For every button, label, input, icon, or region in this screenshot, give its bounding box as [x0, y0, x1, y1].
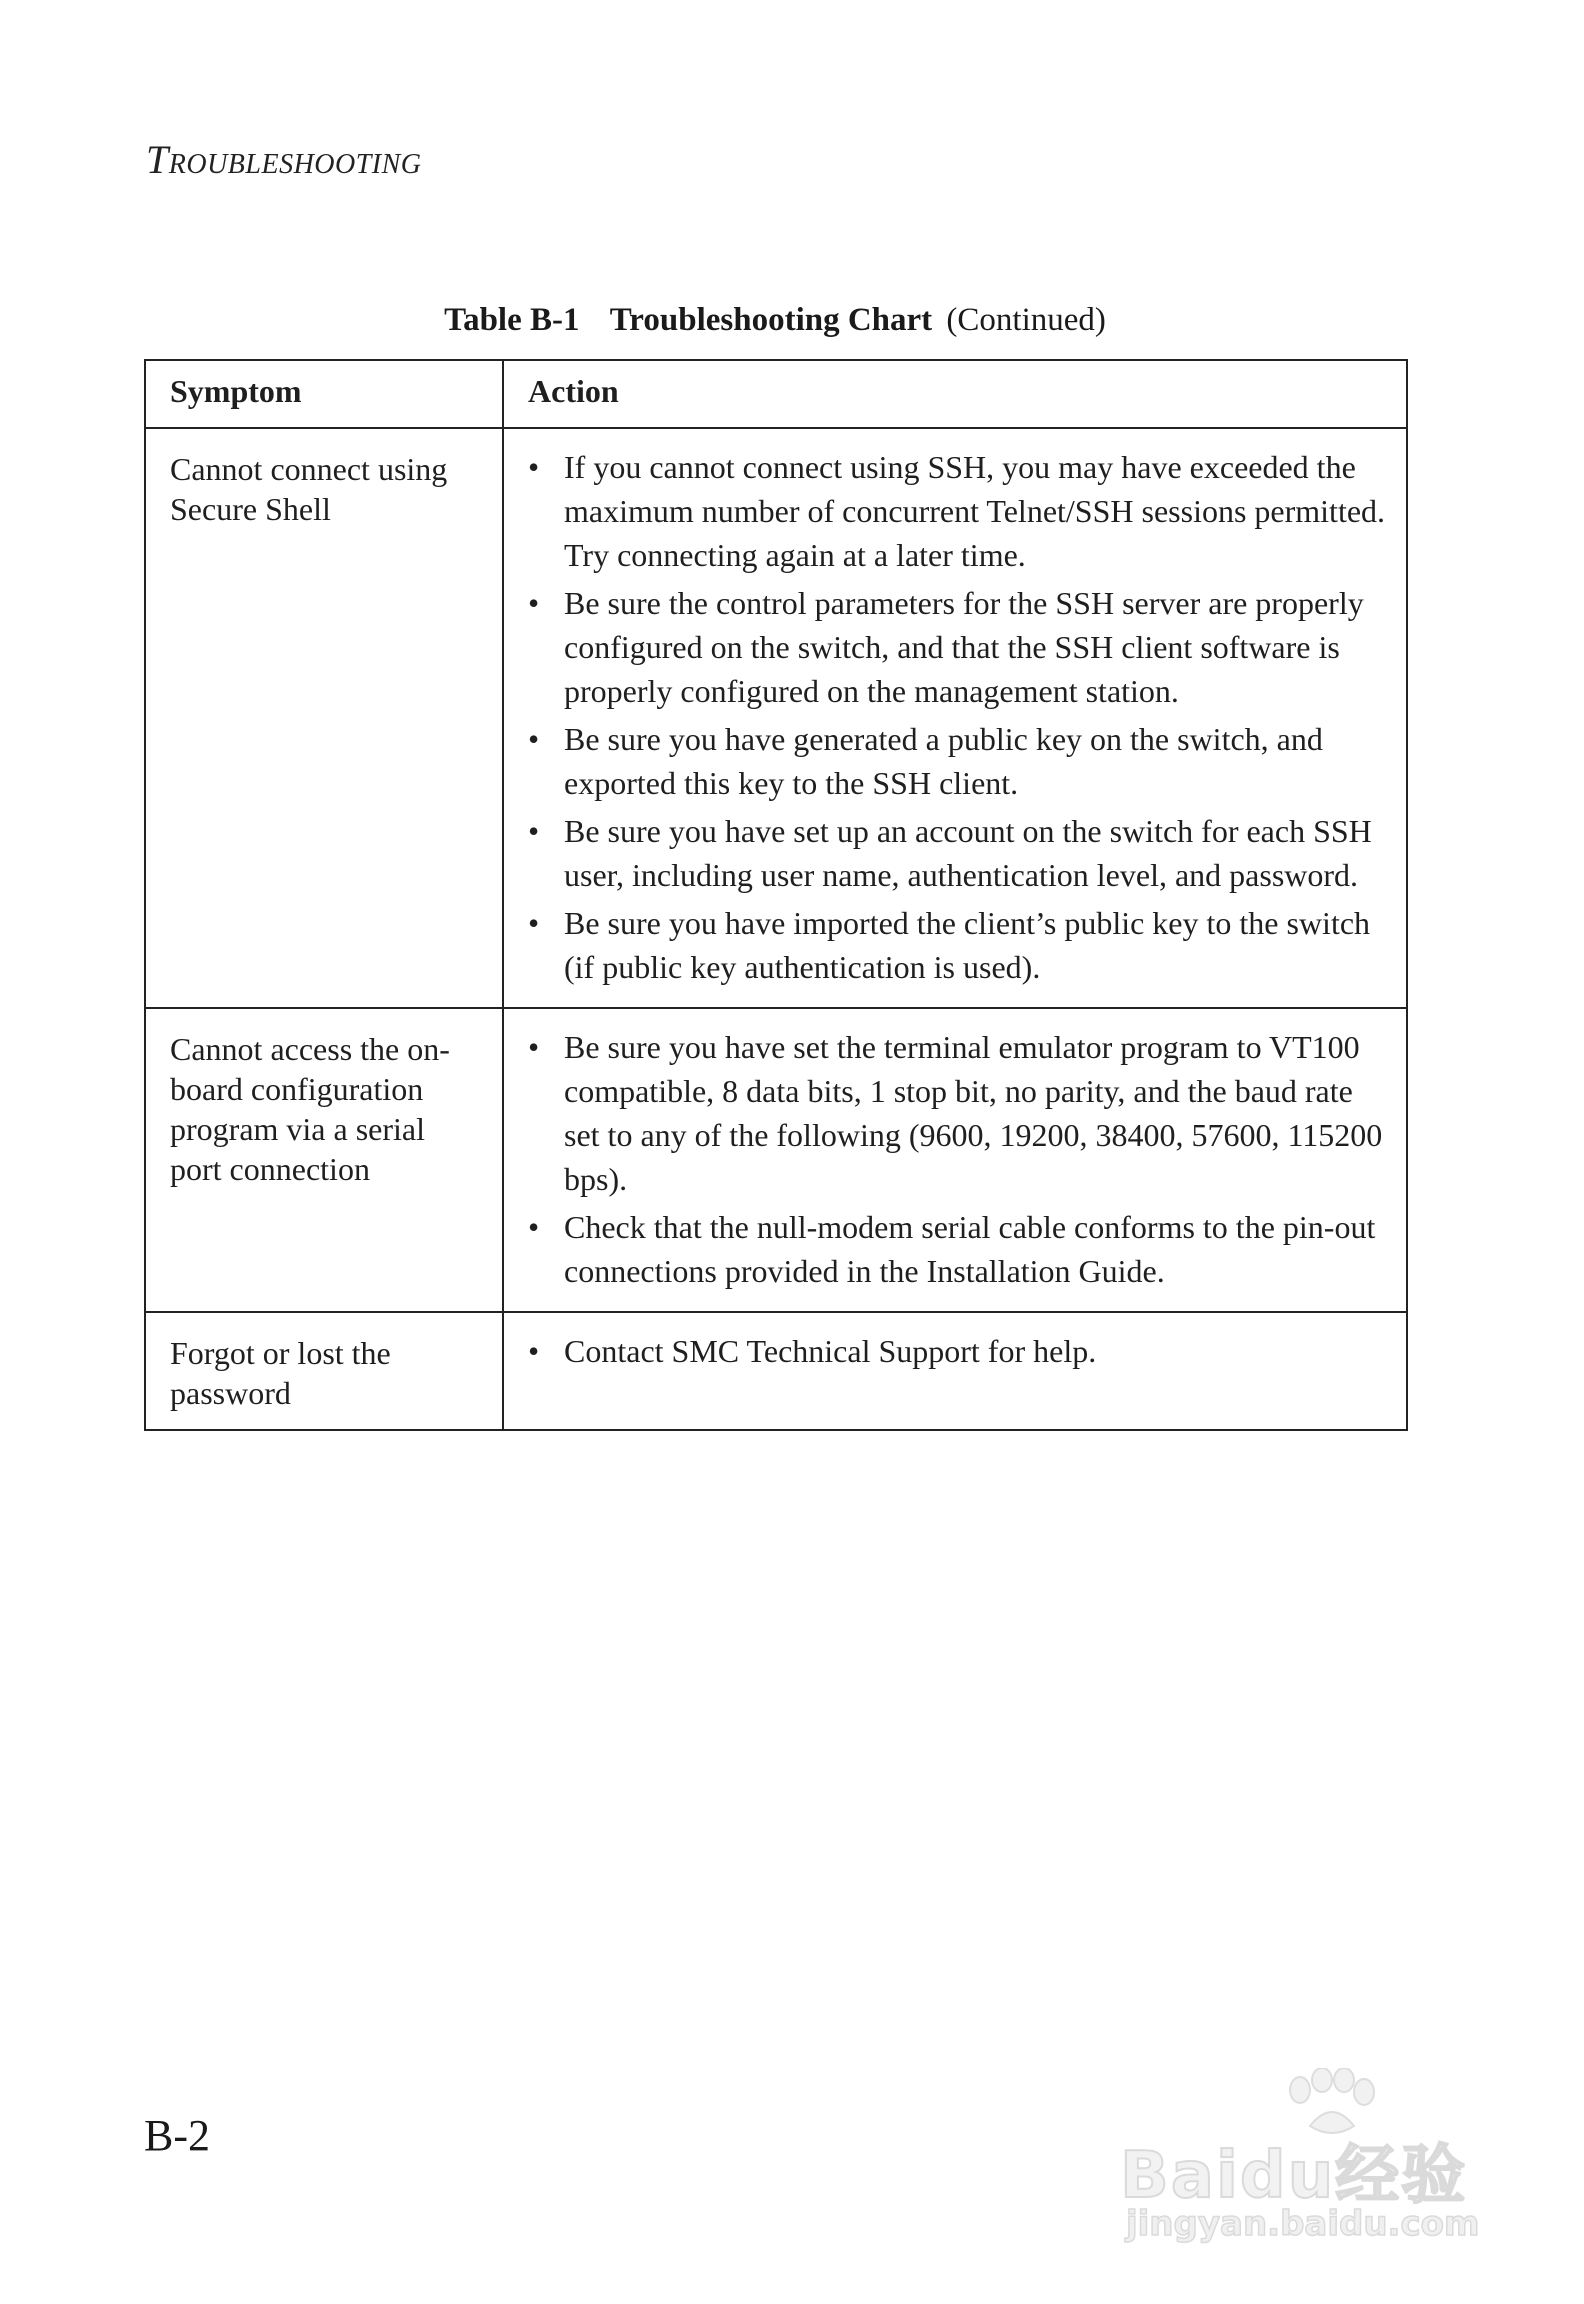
action-item: [528, 809, 1386, 897]
header-symptom: Symptom: [145, 360, 503, 428]
action-cell: [503, 428, 1407, 1008]
action-text: If you cannot connect using SSH, you may have exceeded the maximum number of concurrent Telnet/SSH sessions permitted. Try connecting again at a later time.: [564, 449, 1386, 573]
symptom-cell: Cannot access the on-board configuration program via a serial port connection: [145, 1008, 503, 1312]
bullet-icon: •: [528, 1209, 540, 1245]
watermark-brand: Baidu经验: [1120, 2139, 1468, 2213]
action-cell: [503, 1312, 1407, 1430]
action-item: [528, 1025, 1386, 1201]
action-item: [528, 445, 1386, 577]
table-header-row: [145, 360, 1407, 428]
action-text: Be sure you have set the terminal emulator program to VT100 compatible, 8 data bits, 1 stop bit, no parity, and the baud rate set to any of the following (9600, 19200, 38400, 57600, 115200 bps).: [564, 1029, 1383, 1197]
bullet-icon: •: [528, 1333, 540, 1369]
table-row: [145, 1312, 1407, 1430]
table-row: [145, 1008, 1407, 1312]
action-item: [528, 901, 1386, 989]
running-head: Troubleshooting: [146, 137, 422, 182]
bullet-icon: •: [528, 1029, 540, 1065]
action-item: [528, 1205, 1386, 1293]
action-cell: [503, 1008, 1407, 1312]
caption-continued: (Continued): [946, 302, 1106, 338]
troubleshooting-table: [144, 359, 1408, 1431]
bullet-icon: •: [528, 585, 540, 621]
action-text: Be sure you have set up an account on the switch for each SSH user, including user name, authentication level, and password.: [564, 813, 1372, 893]
header-action: Action: [503, 360, 1407, 428]
bullet-icon: •: [528, 813, 540, 849]
action-list: [528, 1025, 1386, 1293]
bullet-icon: •: [528, 449, 540, 485]
bullet-icon: •: [528, 905, 540, 941]
page-number: B-2: [144, 2111, 210, 2160]
action-list: [528, 1329, 1386, 1373]
table-row: [145, 428, 1407, 1008]
action-text: Be sure you have imported the client’s public key to the switch (if public key authentication is used).: [564, 905, 1371, 985]
symptom-cell: Forgot or lost the password: [145, 1312, 503, 1430]
table-caption: [144, 302, 1406, 339]
caption-title: Troubleshooting Chart: [609, 302, 933, 338]
action-list: [528, 445, 1386, 989]
baidu-watermark: [1120, 2068, 1500, 2248]
bullet-icon: •: [528, 721, 540, 757]
action-text: Check that the null-modem serial cable conforms to the pin-out connections provided in the Installation Guide.: [564, 1209, 1376, 1289]
action-text: Be sure the control parameters for the SSH server are properly configured on the switch, and that the SSH client software is properly configured on the management station.: [564, 585, 1364, 709]
action-item: [528, 1329, 1386, 1373]
caption-label: Table B-1: [444, 302, 580, 338]
action-item: [528, 581, 1386, 713]
action-text: Be sure you have generated a public key on the switch, and exported this key to the SSH client.: [564, 721, 1323, 801]
action-text: Contact SMC Technical Support for help.: [564, 1333, 1097, 1369]
symptom-cell: Cannot connect using Secure Shell: [145, 428, 503, 1008]
action-item: [528, 717, 1386, 805]
watermark-url: jingyan.baidu.com: [1126, 2204, 1480, 2244]
